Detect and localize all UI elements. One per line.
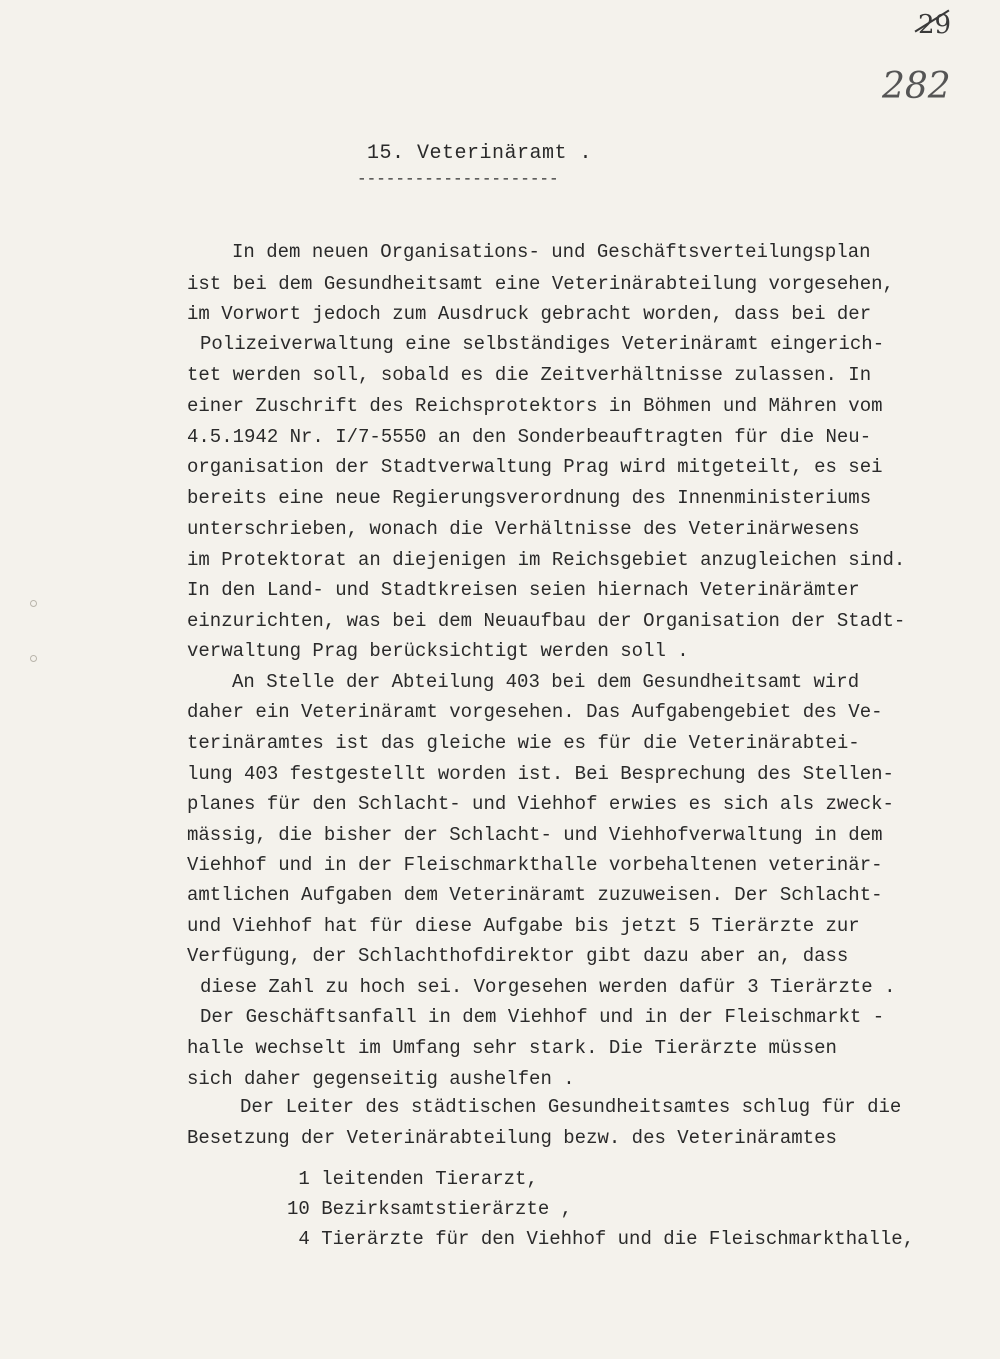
text-line: einzurichten, was bei dem Neuaufbau der Organisation der Stadt- bbox=[187, 610, 906, 632]
text-line: 1 leitenden Tierarzt, bbox=[287, 1168, 538, 1190]
text-line: 4 Tierärzte für den Viehhof und die Fleischmarkthalle, bbox=[287, 1228, 915, 1250]
text-line: daher ein Veterinäramt vorgesehen. Das Aufgabengebiet des Ve- bbox=[187, 701, 883, 723]
heading-underline: --------------------- bbox=[357, 170, 559, 188]
binder-hole-mark bbox=[30, 655, 37, 662]
text-line: Viehhof und in der Fleischmarkthalle vorbehaltenen veterinär- bbox=[187, 854, 883, 876]
text-line: lung 403 festgestellt worden ist. Bei Besprechung des Stellen- bbox=[187, 763, 894, 785]
text-line: terinäramtes ist das gleiche wie es für die Veterinärabtei- bbox=[187, 732, 860, 754]
text-line: ist bei dem Gesundheitsamt eine Veterinärabteilung vorgesehen, bbox=[187, 273, 894, 295]
page-number-old-text: 29 bbox=[918, 10, 952, 40]
text-line: im Vorwort jedoch zum Ausdruck gebracht worden, dass bei der bbox=[187, 303, 872, 325]
text-line: planes für den Schlacht- und Viehhof erwies es sich als zweck- bbox=[187, 793, 894, 815]
text-line: 4.5.1942 Nr. I/7-5550 an den Sonderbeauftragten für die Neu- bbox=[187, 426, 872, 448]
text-line: tet werden soll, sobald es die Zeitverhältnisse zulassen. In bbox=[187, 364, 872, 386]
text-line: sich daher gegenseitig aushelfen . bbox=[187, 1068, 575, 1090]
text-line: In den Land- und Stadtkreisen seien hiernach Veterinärämter bbox=[187, 579, 860, 601]
text-line: diese Zahl zu hoch sei. Vorgesehen werden dafür 3 Tierärzte . bbox=[200, 976, 896, 998]
text-line: einer Zuschrift des Reichsprotektors in Böhmen und Mähren vom bbox=[187, 395, 883, 417]
text-line: im Protektorat an diejenigen im Reichsgebiet anzugleichen sind. bbox=[187, 549, 906, 571]
text-line: Polizeiverwaltung eine selbständiges Veterinäramt eingerich- bbox=[200, 333, 885, 355]
text-line: Besetzung der Veterinärabteilung bezw. des Veterinäramtes bbox=[187, 1127, 837, 1149]
page-number-crossed-out bbox=[918, 10, 951, 40]
binder-hole-mark bbox=[30, 600, 37, 607]
text-line: In dem neuen Organisations- und Geschäftsverteilungsplan bbox=[232, 241, 871, 263]
text-line: bereits eine neue Regierungsverordnung des Innenministeriums bbox=[187, 487, 872, 509]
text-line: halle wechselt im Umfang sehr stark. Die Tierärzte müssen bbox=[187, 1037, 837, 1059]
page-number-handwritten: 282 bbox=[882, 66, 951, 107]
text-line: mässig, die bisher der Schlacht- und Viehhofverwaltung in dem bbox=[187, 824, 883, 846]
text-line: An Stelle der Abteilung 403 bei dem Gesundheitsamt wird bbox=[232, 671, 860, 693]
text-line: verwaltung Prag berücksichtigt werden soll . bbox=[187, 640, 689, 662]
text-line: Der Leiter des städtischen Gesundheitsamtes schlug für die bbox=[240, 1096, 902, 1118]
text-line: 10 Bezirksamtstierärzte , bbox=[287, 1198, 573, 1220]
section-heading: 15. Veterinäramt . bbox=[367, 142, 593, 165]
text-line: organisation der Stadtverwaltung Prag wird mitgeteilt, es sei bbox=[187, 456, 883, 478]
text-line: Der Geschäftsanfall in dem Viehhof und in der Fleischmarkt - bbox=[200, 1006, 885, 1028]
text-line: Verfügung, der Schlachthofdirektor gibt dazu aber an, dass bbox=[187, 945, 849, 967]
text-line: unterschrieben, wonach die Verhältnisse des Veterinärwesens bbox=[187, 518, 860, 540]
text-line: amtlichen Aufgaben dem Veterinäramt zuzuweisen. Der Schlacht- bbox=[187, 884, 883, 906]
text-line: und Viehhof hat für diese Aufgabe bis jetzt 5 Tierärzte zur bbox=[187, 915, 860, 937]
